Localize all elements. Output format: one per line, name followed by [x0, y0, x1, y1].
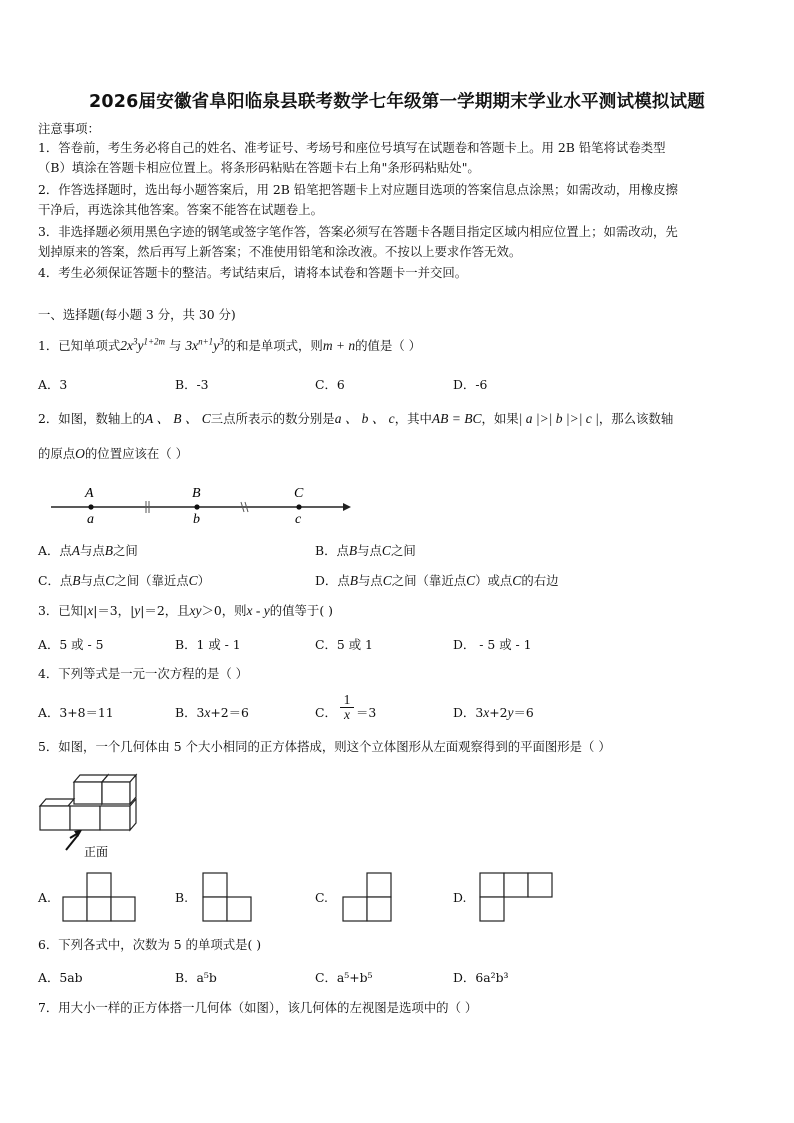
option-a[interactable]: A．3+8＝11	[38, 705, 114, 720]
point-label-a-lower: a	[87, 512, 94, 527]
option-b[interactable]: B．-3	[175, 377, 209, 392]
option-a-figure[interactable]	[62, 872, 140, 924]
option-d[interactable]: D．点B与点C之间（靠近点C）或点C的右边	[315, 573, 559, 588]
number-line-figure	[45, 480, 355, 530]
notice-line: 1．答卷前，考生务必将自己的姓名、准考证号、考场号和座位号填写在试题卷和答题卡上。用 2B 铅笔将试卷类型	[38, 140, 666, 155]
section-heading: 一、选择题(每小题 3 分，共 30 分)	[38, 307, 236, 322]
point-label-c-upper: C	[294, 486, 304, 501]
option-c[interactable]: C．6	[315, 377, 345, 392]
option-b[interactable]: B.	[175, 890, 189, 905]
option-d[interactable]: D．3x+2y＝6	[453, 705, 534, 720]
option-a[interactable]: A.	[38, 890, 51, 905]
option-b[interactable]: B．1 或 - 1	[175, 637, 241, 652]
question-5-stem: 5．如图，一个几何体由 5 个大小相同的正方体搭成，则这个立体图形从左面观察得到的平面图形是（ ）	[38, 739, 611, 754]
option-c[interactable]: C．	[315, 705, 337, 720]
option-c-figure[interactable]	[342, 872, 396, 924]
option-a[interactable]: A．5 或 - 5	[38, 637, 104, 652]
front-label: 正面	[84, 845, 109, 859]
fraction	[340, 693, 354, 722]
cube-stack-figure	[38, 770, 148, 865]
question-7-stem: 7．用大小一样的正方体搭一几何体（如图），该几何体的左视图是选项中的（ ）	[38, 1000, 478, 1015]
option-b-figure[interactable]	[202, 872, 256, 924]
question-3-stem: 3．已知|x|＝3，|y|＝2，且xy＞0，则x - y的值等于( )	[38, 603, 333, 618]
notice-line: 干净后，再选涂其他答案。答案不能答在试题卷上。	[38, 202, 323, 217]
fraction-numerator: 1	[343, 692, 351, 707]
option-c[interactable]: C．5 或 1	[315, 637, 373, 652]
option-d[interactable]: D．-6	[453, 377, 488, 392]
point-label-b-upper: B	[192, 486, 201, 501]
notice-line: 3．非选择题必须用黑色字迹的钢笔或签字笔作答，答案必须写在答题卡各题目指定区域内相应位置上；如需改动，先	[38, 224, 678, 239]
option-a[interactable]: A．点A与点B之间	[38, 543, 138, 558]
option-c[interactable]: C.	[315, 890, 328, 905]
option-d[interactable]: D． - 5 或 - 1	[453, 637, 532, 652]
notice-heading: 注意事项：	[38, 121, 100, 136]
point-label-a-upper: A	[85, 486, 94, 501]
question-1-stem: 1．已知单项式$2x^3y^{1+2m}$ 与 $3x^{n+1}y^3$的和是单项式，则m + n的值是（ ）	[38, 336, 422, 353]
option-c[interactable]: C．a⁵+b⁵	[315, 970, 373, 985]
question-4-stem: 4．下列等式是一元一次方程的是（ ）	[38, 666, 249, 681]
option-d[interactable]: D.	[453, 890, 467, 905]
option-a[interactable]: A．3	[38, 377, 68, 392]
question-2-stem: 2．如图，数轴上的A 、 B 、 C三点所表示的数分别是a 、 b 、 c，其中AB = BC，如果| a |>| b |>| c |，那么该数轴	[38, 411, 674, 426]
fraction-denominator: x	[340, 707, 354, 722]
question-6-stem: 6．下列各式中，次数为 5 的单项式是( )	[38, 937, 262, 952]
notice-line: （B）填涂在答题卡相应位置上。将条形码粘贴在答题卡右上角"条形码粘贴处"。	[38, 160, 480, 175]
point-label-c-lower: c	[295, 512, 302, 527]
option-d[interactable]: D．6a²b³	[453, 970, 509, 985]
fraction-result: ＝3	[356, 705, 377, 720]
option-b[interactable]: B．3x+2＝6	[175, 705, 249, 720]
option-b[interactable]: B．点B与点C之间	[315, 543, 416, 558]
option-a[interactable]: A．5ab	[38, 970, 83, 985]
point-label-b-lower: b	[193, 512, 200, 527]
notice-line: 划掉原来的答案，然后再写上新答案；不准使用铅笔和涂改液。不按以上要求作答无效。	[38, 244, 522, 259]
option-b[interactable]: B．a⁵b	[175, 970, 217, 985]
question-2-stem-2: 的原点O的位置应该在（ ）	[38, 446, 188, 461]
notice-line: 2．作答选择题时，选出每小题答案后，用 2B 铅笔把答题卡上对应题目选项的答案信息点涂黑；如需改动，用橡皮擦	[38, 182, 678, 197]
option-d-figure[interactable]	[479, 872, 557, 924]
option-c[interactable]: C．点B与点C之间（靠近点C）	[38, 573, 211, 588]
notice-line: 4．考生必须保证答题卡的整洁。考试结束后，请将本试卷和答题卡一并交回。	[38, 265, 468, 280]
page-title: 2026届安徽省阜阳临泉县联考数学七年级第一学期期末学业水平测试模拟试题	[89, 92, 705, 112]
